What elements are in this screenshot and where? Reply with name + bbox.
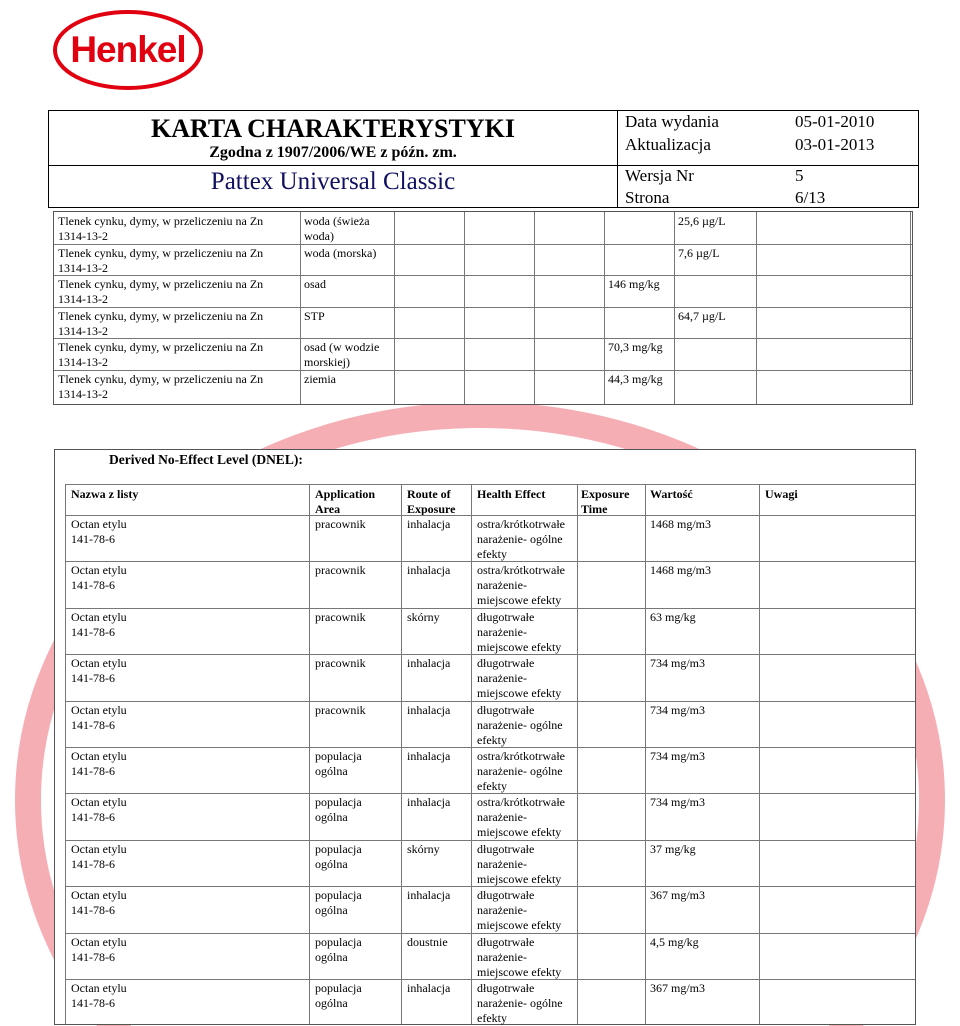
document-subtitle: Zgodna z 1907/2006/WE z późn. zm.: [209, 144, 457, 161]
dnel-table: [54, 449, 916, 1025]
dnel-row-cell: populacja ogólna: [315, 981, 362, 1010]
dnel-row-cell: 1468 mg/m3: [650, 517, 712, 531]
dnel-row-cell: ostra/krótkotrwałe narażenie- ogólne efekty: [477, 749, 565, 793]
dnel-row-cell: populacja ogólna: [315, 934, 362, 964]
pnec-medium-cell: osad: [304, 277, 326, 291]
dnel-row-cell: długotrwałe narażenie- miejscowe efekty: [477, 656, 562, 701]
dnel-row-cell: pracownik: [315, 563, 366, 578]
pnec-substance-cell: Tlenek cynku, dymy, w przeliczeniu na Zn 1314-13-2: [58, 214, 264, 243]
dnel-row-cell: 734 mg/m3: [650, 795, 706, 810]
dnel-row-cell: pracownik: [315, 702, 366, 717]
dnel-row-cell: długotrwałe narażenie- ogólne efekty: [477, 702, 563, 747]
dnel-row-cell: inhalacja: [407, 563, 451, 578]
dnel-row-cell: 734 mg/m3: [650, 749, 706, 763]
pnec-value-a-cell: 146 mg/kg: [608, 277, 660, 291]
dnel-row-cell: 37 mg/kg: [650, 841, 696, 856]
dnel-row-cell: Octan etylu 141-78-6: [71, 517, 127, 546]
dnel-row-cell: 1468 mg/m3: [650, 563, 712, 578]
dnel-row-cell: Octan etylu 141-78-6: [71, 749, 127, 778]
dnel-row-cell: Octan etylu 141-78-6: [71, 841, 127, 871]
dnel-row-cell: 367 mg/m3: [650, 888, 706, 903]
dnel-row-cell: długotrwałe narażenie- miejscowe efekty: [477, 841, 562, 886]
dnel-row-cell: Octan etylu 141-78-6: [71, 609, 127, 639]
version-value: 5: [795, 166, 804, 185]
dnel-row-cell: Octan etylu 141-78-6: [71, 795, 127, 825]
dnel-header-cell: Health Effect: [477, 487, 546, 501]
pnec-value-b-cell: 25,6 µg/L: [678, 214, 726, 228]
document-title: KARTA CHARAKTERYSTYKI: [151, 114, 515, 143]
dnel-row-cell: inhalacja: [407, 795, 451, 810]
pnec-value-b-cell: 7,6 µg/L: [678, 245, 720, 260]
page-label: Strona: [625, 188, 670, 207]
dnel-row-cell: skórny: [407, 841, 440, 856]
dnel-row-cell: ostra/krótkotrwałe narażenie- ogólne efekty: [477, 517, 565, 561]
dnel-row-cell: długotrwałe narażenie- ogólne efekty: [477, 981, 563, 1025]
dnel-row-cell: długotrwałe narażenie- miejscowe efekty: [477, 609, 562, 654]
pnec-substance-cell: Tlenek cynku, dymy, w przeliczeniu na Zn 1314-13-2: [58, 277, 264, 306]
pnec-value-a-cell: 44,3 mg/kg: [608, 371, 663, 386]
dnel-row-cell: populacja ogólna: [315, 749, 362, 778]
dnel-row-cell: długotrwałe narażenie- miejscowe efekty: [477, 934, 562, 979]
dnel-row-cell: 4,5 mg/kg: [650, 934, 699, 949]
dnel-row-cell: skórny: [407, 609, 440, 624]
dnel-row-cell: pracownik: [315, 517, 366, 531]
dnel-header-cell: Nazwa z listy: [71, 487, 139, 501]
issue-date-label: Data wydania: [625, 112, 719, 131]
dnel-row-cell: ostra/krótkotrwałe narażenie- miejscowe efekty: [477, 563, 565, 608]
pnec-substance-cell: Tlenek cynku, dymy, w przeliczeniu na Zn 1314-13-2: [58, 371, 264, 401]
dnel-header-cell: Exposure Time: [581, 487, 630, 516]
pnec-table: [53, 211, 913, 405]
dnel-header-cell: Application Area: [315, 487, 376, 516]
dnel-row-cell: inhalacja: [407, 702, 451, 717]
pnec-medium-cell: osad (w wodzie morskiej): [304, 340, 380, 369]
product-name: Pattex Universal Classic: [210, 168, 456, 195]
pnec-medium-cell: woda (morska): [304, 245, 377, 260]
page-value: 6/13: [795, 188, 826, 207]
dnel-row-cell: inhalacja: [407, 517, 451, 531]
dnel-row-cell: 63 mg/kg: [650, 609, 696, 624]
pnec-value-b-cell: 64,7 µg/L: [678, 308, 726, 323]
document-header: [48, 110, 919, 208]
dnel-row-cell: inhalacja: [407, 749, 451, 763]
issue-date-value: 05-01-2010: [795, 112, 875, 131]
dnel-row-cell: 367 mg/m3: [650, 981, 706, 995]
update-label: Aktualizacja: [625, 135, 711, 154]
dnel-row-cell: populacja ogólna: [315, 841, 362, 871]
dnel-header-cell: Wartość: [650, 487, 693, 501]
dnel-title: Derived No-Effect Level (DNEL):: [109, 452, 303, 467]
dnel-row-cell: doustnie: [407, 934, 448, 949]
dnel-row-cell: inhalacja: [407, 888, 451, 903]
dnel-row-cell: inhalacja: [407, 981, 451, 995]
dnel-row-cell: Octan etylu 141-78-6: [71, 934, 127, 964]
dnel-row-cell: Octan etylu 141-78-6: [71, 888, 127, 918]
dnel-header-cell: Uwagi: [765, 487, 798, 501]
dnel-row-cell: inhalacja: [407, 656, 451, 671]
dnel-header-cell: Route of Exposure: [407, 487, 456, 516]
pnec-substance-cell: Tlenek cynku, dymy, w przeliczeniu na Zn 1314-13-2: [58, 245, 264, 275]
dnel-row-cell: 734 mg/m3: [650, 656, 706, 671]
dnel-row-cell: Octan etylu 141-78-6: [71, 656, 127, 686]
version-label: Wersja Nr: [625, 166, 694, 185]
pnec-medium-cell: STP: [304, 308, 325, 323]
dnel-row-cell: Octan etylu 141-78-6: [71, 702, 127, 732]
logo-text: Henkel: [70, 29, 186, 70]
dnel-row-cell: Octan etylu 141-78-6: [71, 563, 127, 593]
dnel-row-cell: pracownik: [315, 656, 366, 671]
dnel-row-cell: populacja ogólna: [315, 888, 362, 918]
pnec-substance-cell: Tlenek cynku, dymy, w przeliczeniu na Zn 1314-13-2: [58, 308, 264, 338]
dnel-row-cell: Octan etylu 141-78-6: [71, 981, 127, 1010]
pnec-substance-cell: Tlenek cynku, dymy, w przeliczeniu na Zn 1314-13-2: [58, 340, 264, 369]
dnel-row-cell: ostra/krótkotrwałe narażenie- miejscowe efekty: [477, 795, 565, 840]
pnec-medium-cell: woda (świeża woda): [304, 214, 370, 243]
pnec-medium-cell: ziemia: [304, 371, 336, 386]
dnel-row-cell: populacja ogólna: [315, 795, 362, 825]
update-value: 03-01-2013: [795, 135, 875, 154]
dnel-row-cell: długotrwałe narażenie- miejscowe efekty: [477, 888, 562, 933]
dnel-row-cell: 734 mg/m3: [650, 702, 706, 717]
header-title-block: [49, 111, 618, 207]
dnel-row-cell: pracownik: [315, 609, 366, 624]
pnec-value-a-cell: 70,3 mg/kg: [608, 340, 663, 354]
